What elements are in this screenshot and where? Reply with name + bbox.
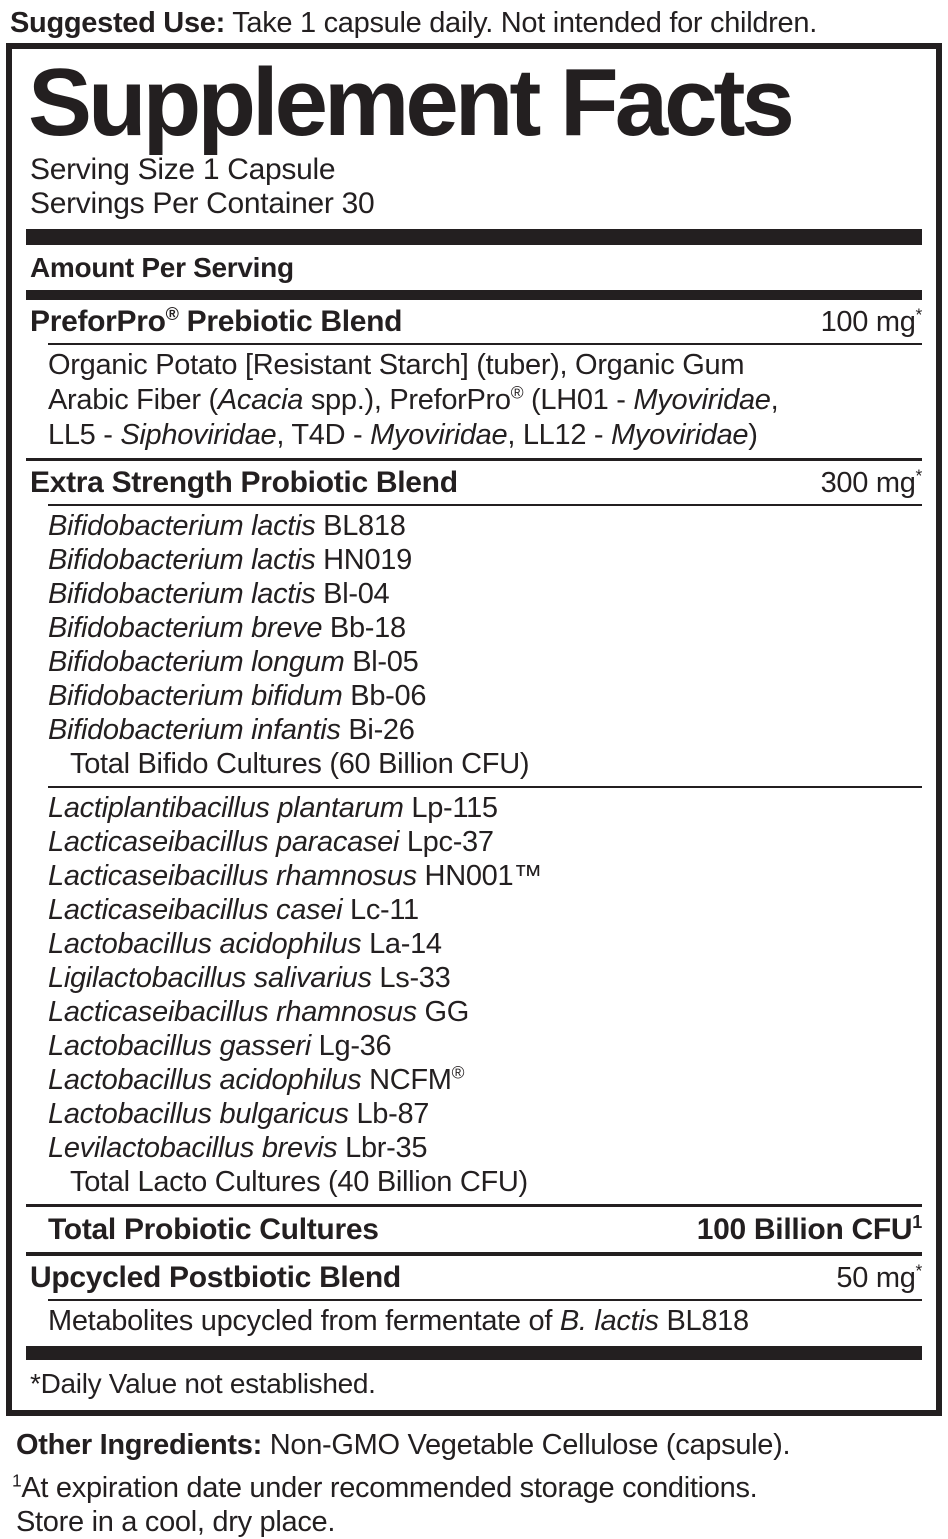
species-line: Bifidobacterium bifidum Bb-06 <box>48 680 427 712</box>
prebiotic-ingredients-line: Organic Potato [Resistant Starch] (tuber), Organic Gum <box>48 349 745 381</box>
other-ingredients-line: Other Ingredients: Non-GMO Vegetable Cellulose (capsule). <box>16 1429 791 1461</box>
species-line: Levilactobacillus brevis Lbr-35 <box>48 1132 428 1164</box>
storage-instruction: Store in a cool, dry place. <box>16 1506 336 1538</box>
daily-value-footnote: *Daily Value not established. <box>30 1368 376 1399</box>
probiotic-blend-amount: 300 mg* <box>820 465 922 499</box>
species-line: Bifidobacterium breve Bb-18 <box>48 612 406 644</box>
thick-divider-bar <box>26 290 922 300</box>
prebiotic-ingredients-line: Arabic Fiber (Acacia spp.), PreforPro® (LH01 - Myoviridae, <box>48 382 779 416</box>
species-line: Bifidobacterium lactis Bl-04 <box>48 578 390 610</box>
species-line: Lactiplantibacillus plantarum Lp-115 <box>48 792 498 824</box>
prebiotic-blend-row <box>26 300 922 343</box>
supplement-facts-panel <box>6 43 942 1416</box>
amount-per-serving-header: Amount Per Serving <box>30 252 294 283</box>
species-line: Lactobacillus acidophilus NCFM® <box>48 1062 465 1096</box>
species-line: Lactobacillus acidophilus La-14 <box>48 928 442 960</box>
expiration-footnote: $^1$At expiration date under recommended storage conditions. <box>12 1470 758 1504</box>
thick-divider-bar <box>26 1346 922 1360</box>
bifido-total-line: Total Bifido Cultures (60 Billion CFU) <box>70 748 530 780</box>
species-line: Bifidobacterium lactis HN019 <box>48 544 412 576</box>
postbiotic-blend-amount: 50 mg* <box>836 1260 922 1294</box>
postbiotic-description: Metabolites upcycled from fermentate of B. lactis BL818 <box>48 1305 749 1337</box>
lacto-total-line: Total Lacto Cultures (40 Billion CFU) <box>70 1166 528 1198</box>
species-line: Lacticaseibacillus casei Lc-11 <box>48 894 419 926</box>
probiotic-blend-name: Extra Strength Probiotic Blend <box>30 466 458 499</box>
total-probiotic-amount: 100 Billion CFU$^1$ <box>696 1212 922 1246</box>
species-line: Bifidobacterium infantis Bi-26 <box>48 714 415 746</box>
postbiotic-blend-name: Upcycled Postbiotic Blend <box>30 1261 401 1294</box>
species-line: Lacticaseibacillus paracasei Lpc-37 <box>48 826 494 858</box>
species-line: Ligilactobacillus salivarius Ls-33 <box>48 962 451 994</box>
species-line: Lacticaseibacillus rhamnosus GG <box>48 996 470 1028</box>
species-line: Bifidobacterium longum Bl-05 <box>48 646 419 678</box>
prebiotic-ingredients-line: LL5 - Siphoviridae, T4D - Myoviridae, LL12 - Myoviridae) <box>48 419 758 451</box>
suggested-use-text: Suggested Use: Take 1 capsule daily. Not intended for children. <box>10 7 817 39</box>
servings-per-container: Servings Per Container 30 <box>30 187 375 220</box>
prebiotic-blend-name: PreforPro® Prebiotic Blend <box>30 304 403 338</box>
panel-title: Supplement Facts <box>28 49 791 156</box>
prebiotic-blend-amount: 100 mg* <box>820 304 922 338</box>
lacto-species-list <box>26 788 922 1204</box>
bifido-species-list <box>26 506 922 786</box>
species-line: Lactobacillus bulgaricus Lb-87 <box>48 1098 430 1130</box>
species-line: Bifidobacterium lactis BL818 <box>48 510 406 542</box>
prebiotic-ingredients <box>26 345 922 458</box>
serving-size: Serving Size 1 Capsule <box>30 153 336 186</box>
label-footer <box>0 1416 948 1539</box>
species-line: Lacticaseibacillus rhamnosus HN001™ <box>48 860 543 892</box>
total-probiotic-row <box>26 1207 922 1252</box>
species-line: Lactobacillus gasseri Lg-36 <box>48 1030 392 1062</box>
serving-info <box>26 153 922 229</box>
postbiotic-blend-row <box>26 1256 922 1299</box>
thick-divider-bar <box>26 229 922 245</box>
total-probiotic-label: Total Probiotic Cultures <box>48 1213 379 1246</box>
probiotic-blend-row <box>26 461 922 504</box>
